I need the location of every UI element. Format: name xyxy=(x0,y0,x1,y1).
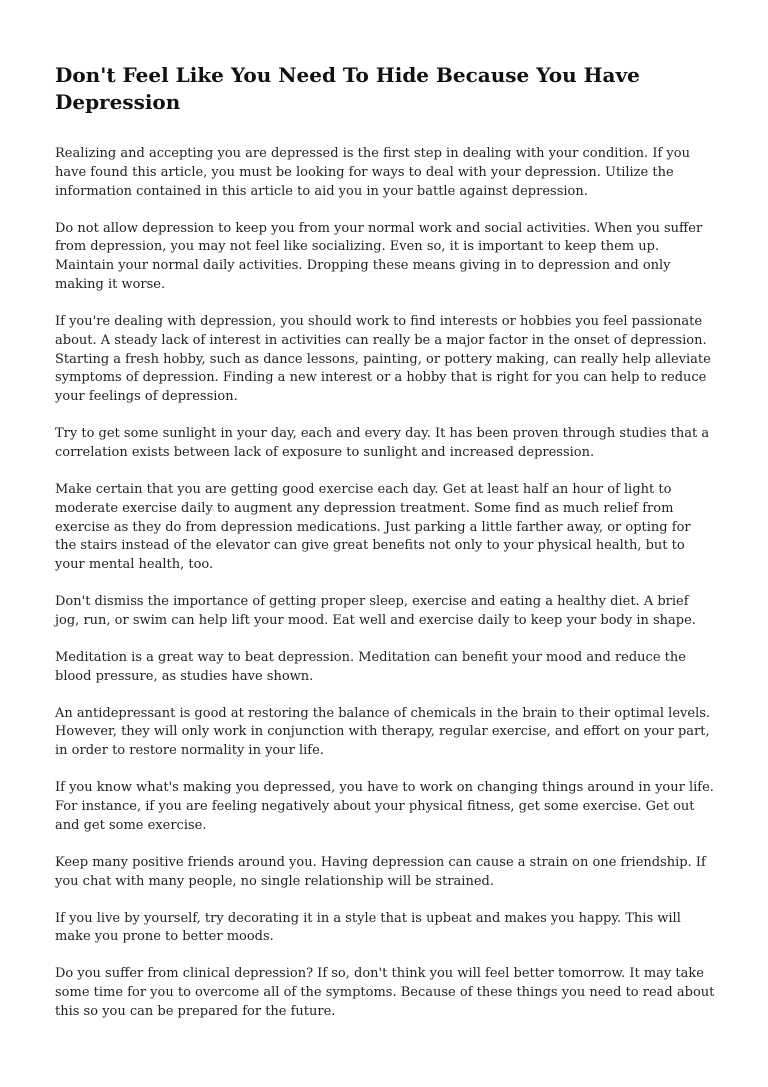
page-title: Don't Feel Like You Need To Hide Because You Have Depression xyxy=(55,63,640,114)
paragraph: If you know what's making you depressed, you have to work on changing things around in your life. For instance, if you are feeling negatively about your physical fitness, get some exercise. Get out and get some exercise. xyxy=(55,780,714,833)
paragraph: Meditation is a great way to beat depression. Meditation can benefit your mood and reduce the blood pressure, as studies have shown. xyxy=(55,649,686,684)
paragraph: If you're dealing with depression, you should work to find interests or hobbies you feel passionate about. A steady lack of interest in activities can really be a major factor in the onset of depression. Starting a fresh hobby, such as dance lessons, painting, or pottery making, can really help alleviate symptoms of depression. Finding a new interest or a hobby that is right for you can help to reduce your feelings of depression. xyxy=(55,313,711,405)
paragraph: Make certain that you are getting good exercise each day. Get at least half an hour of light to moderate exercise daily to augment any depression treatment. Some find as much relief from exercise as they do from depression medications. Just parking a little farther away, or opting for the stairs instead of the elevator can give great benefits not only to your physical health, but to your mental health, too. xyxy=(55,481,691,573)
paragraph: Do not allow depression to keep you from your normal work and social activities. When you suffer from depression, you may not feel like socializing. Even so, it is important to keep them up. Maintain your normal daily activities. Dropping these means giving in to depression and only making it worse. xyxy=(55,220,703,292)
paragraph: If you live by yourself, try decorating it in a style that is upbeat and makes you happy. This will make you prone to better moods. xyxy=(55,910,681,945)
paragraph: Do you suffer from clinical depression? If so, don't think you will feel better tomorrow. It may take some time for you to overcome all of the symptoms. Because of these things you need to read about this so you can be prepared for the future. xyxy=(55,966,715,1019)
paragraph: Try to get some sunlight in your day, each and every day. It has been proven through studies that a correlation exists between lack of exposure to sunlight and increased depression. xyxy=(55,426,710,460)
paragraph: Keep many positive friends around you. Having depression can cause a strain on one friendship. If you chat with many people, no single relationship will be strained. xyxy=(55,854,706,889)
paragraph: Don't dismiss the importance of getting proper sleep, exercise and eating a healthy diet. A brief jog, run, or swim can help lift your mood. Eat well and exercise daily to keep your body in shape. xyxy=(55,594,696,628)
paragraph: Realizing and accepting you are depressed is the first step in dealing with your condition. If you have found this article, you must be looking for ways to deal with your depression. Utilize the information contained in this article to aid you in your battle against depression. xyxy=(55,146,690,199)
document-page xyxy=(55,62,715,1040)
paragraph: An antidepressant is good at restoring the balance of chemicals in the brain to their optimal levels. However, they will only work in conjunction with therapy, regular exercise, and effort on your part, in order to restore normality in your life. xyxy=(55,705,711,759)
